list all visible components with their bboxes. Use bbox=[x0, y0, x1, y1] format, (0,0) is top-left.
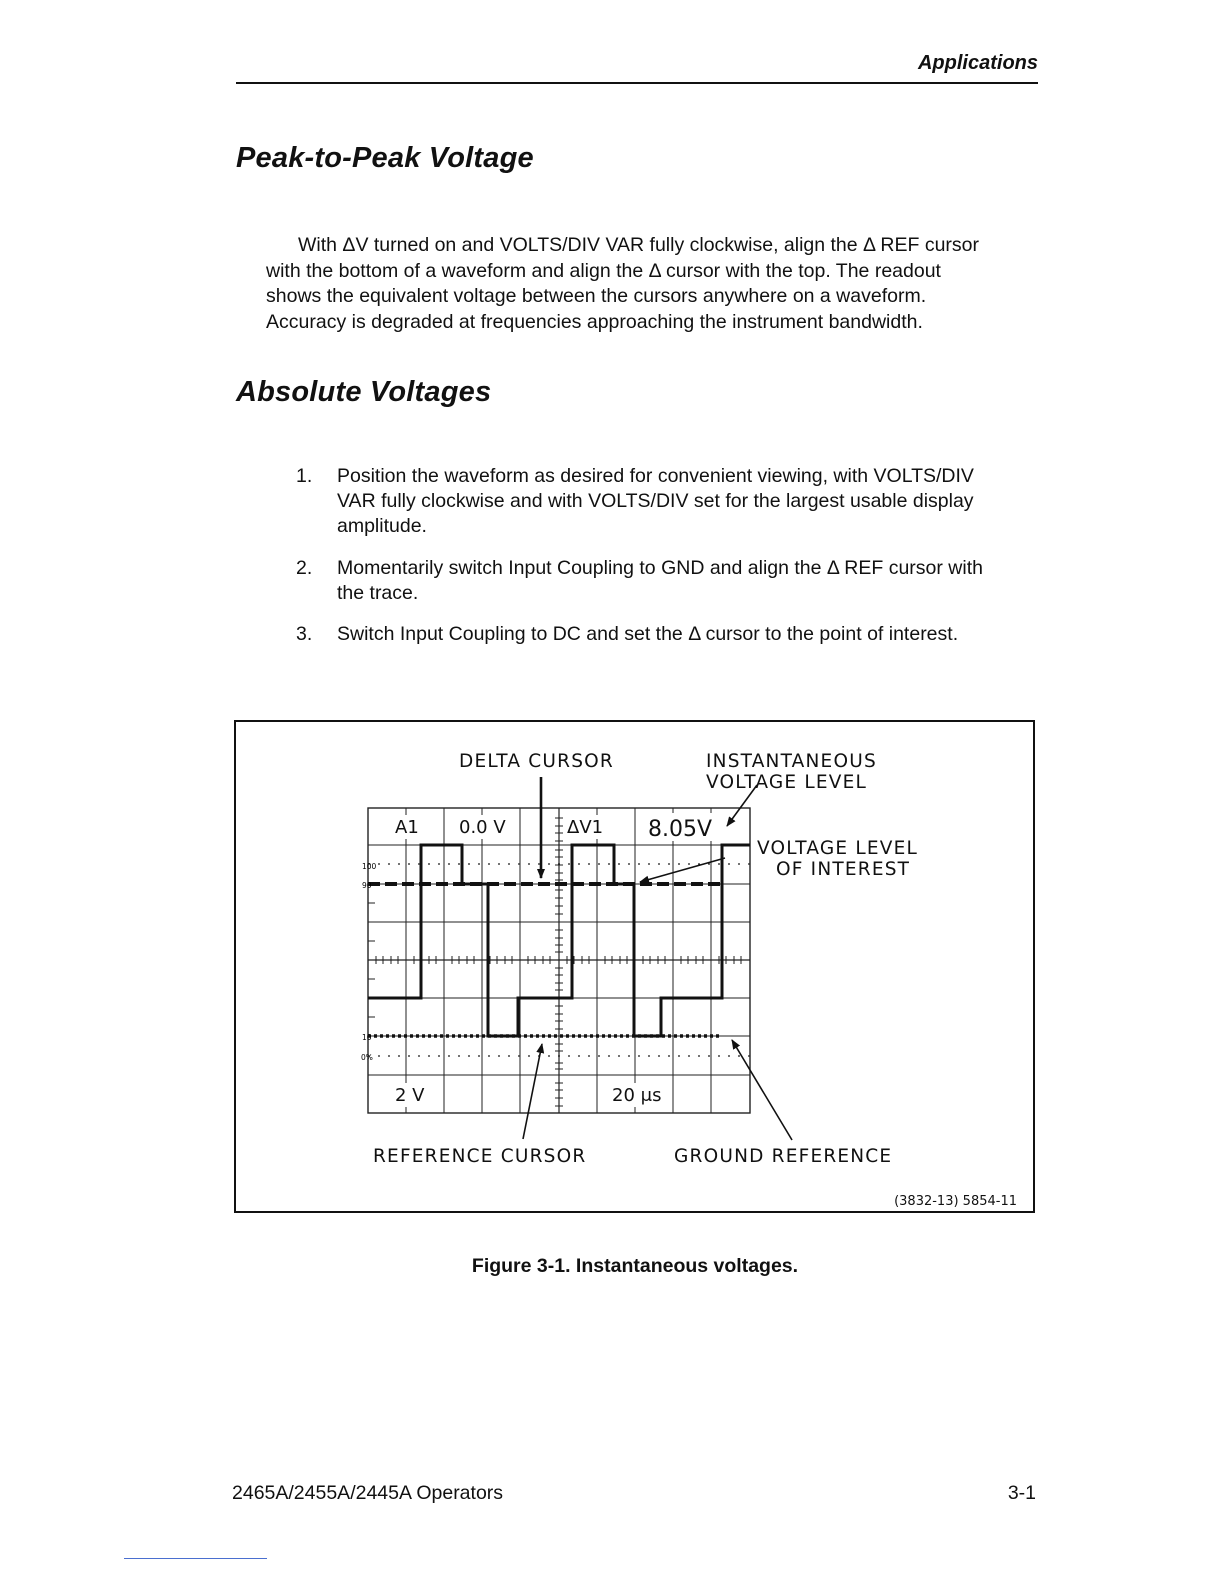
graticule bbox=[368, 808, 750, 1113]
step-number: 3. bbox=[296, 623, 313, 645]
interest-label-line1: VOLTAGE LEVEL bbox=[757, 838, 918, 859]
instantaneous-label-line1: INSTANTANEOUS bbox=[706, 751, 877, 772]
instantaneous-label-line2: VOLTAGE LEVEL bbox=[706, 772, 867, 793]
section-label: Applications bbox=[917, 52, 1038, 74]
figure-id: (3832-13) 5854-11 bbox=[894, 1194, 1017, 1209]
footer-page-number: 3-1 bbox=[1007, 1482, 1036, 1504]
footer-manual-title: 2465A/2455A/2445A Operators bbox=[232, 1482, 504, 1504]
scan-artifact-line bbox=[124, 1558, 267, 1559]
mark-0-percent: 0% bbox=[361, 1053, 373, 1062]
paragraph-line: with the bottom of a waveform and align the Δ cursor with the top. The readout bbox=[266, 259, 941, 282]
figure-caption: Figure 3-1. Instantaneous voltages. bbox=[471, 1255, 799, 1277]
interest-label-line2: OF INTEREST bbox=[776, 859, 911, 880]
step-number: 2. bbox=[296, 557, 313, 579]
paragraph-line: Accuracy is degraded at frequencies approaching the instrument bandwidth. bbox=[266, 310, 923, 333]
step-line: the trace. bbox=[337, 582, 419, 604]
voltage-value-readout: 8.05V bbox=[648, 817, 713, 842]
axis-ticks bbox=[368, 818, 741, 1106]
ground-reference-label: GROUND REFERENCE bbox=[674, 1146, 893, 1167]
delta-cursor-label: DELTA CURSOR bbox=[459, 751, 614, 772]
step-line: Position the waveform as desired for convenient viewing, with VOLTS/DIV bbox=[337, 465, 974, 487]
graticule-center-axes bbox=[368, 808, 750, 1113]
step-line: Momentarily switch Input Coupling to GND and align the Δ REF cursor with bbox=[337, 557, 983, 579]
ground-reference-arrow bbox=[732, 1040, 792, 1140]
step-line: VAR fully clockwise and with VOLTS/DIV set for the largest usable display bbox=[337, 490, 974, 512]
time-div-readout: 20 μs bbox=[612, 1085, 662, 1106]
absolute-voltages-heading: Absolute Voltages bbox=[236, 376, 492, 408]
step-line: amplitude. bbox=[337, 515, 427, 537]
paragraph-line: With ΔV turned on and VOLTS/DIV VAR fully clockwise, align the Δ REF cursor bbox=[298, 234, 980, 256]
volts-div-readout: 2 V bbox=[395, 1085, 425, 1106]
delta-readout: ΔV1 bbox=[567, 817, 604, 838]
mark-100: 100 bbox=[362, 862, 377, 871]
step-line: Switch Input Coupling to DC and set the Δ cursor to the point of interest. bbox=[337, 623, 959, 645]
reference-cursor-label: REFERENCE CURSOR bbox=[373, 1146, 587, 1167]
paragraph-line: shows the equivalent voltage between the cursors anywhere on a waveform. bbox=[266, 285, 927, 308]
reference-cursor-arrow bbox=[523, 1044, 542, 1139]
mark-90: 90 bbox=[362, 881, 372, 890]
mark-10: 10 bbox=[362, 1033, 372, 1042]
step-number: 1. bbox=[296, 465, 313, 487]
channel-readout: A1 bbox=[395, 817, 419, 838]
interest-level-arrow bbox=[640, 858, 725, 882]
peak-to-peak-heading: Peak-to-Peak Voltage bbox=[236, 142, 534, 174]
offset-readout: 0.0 V bbox=[459, 817, 506, 838]
